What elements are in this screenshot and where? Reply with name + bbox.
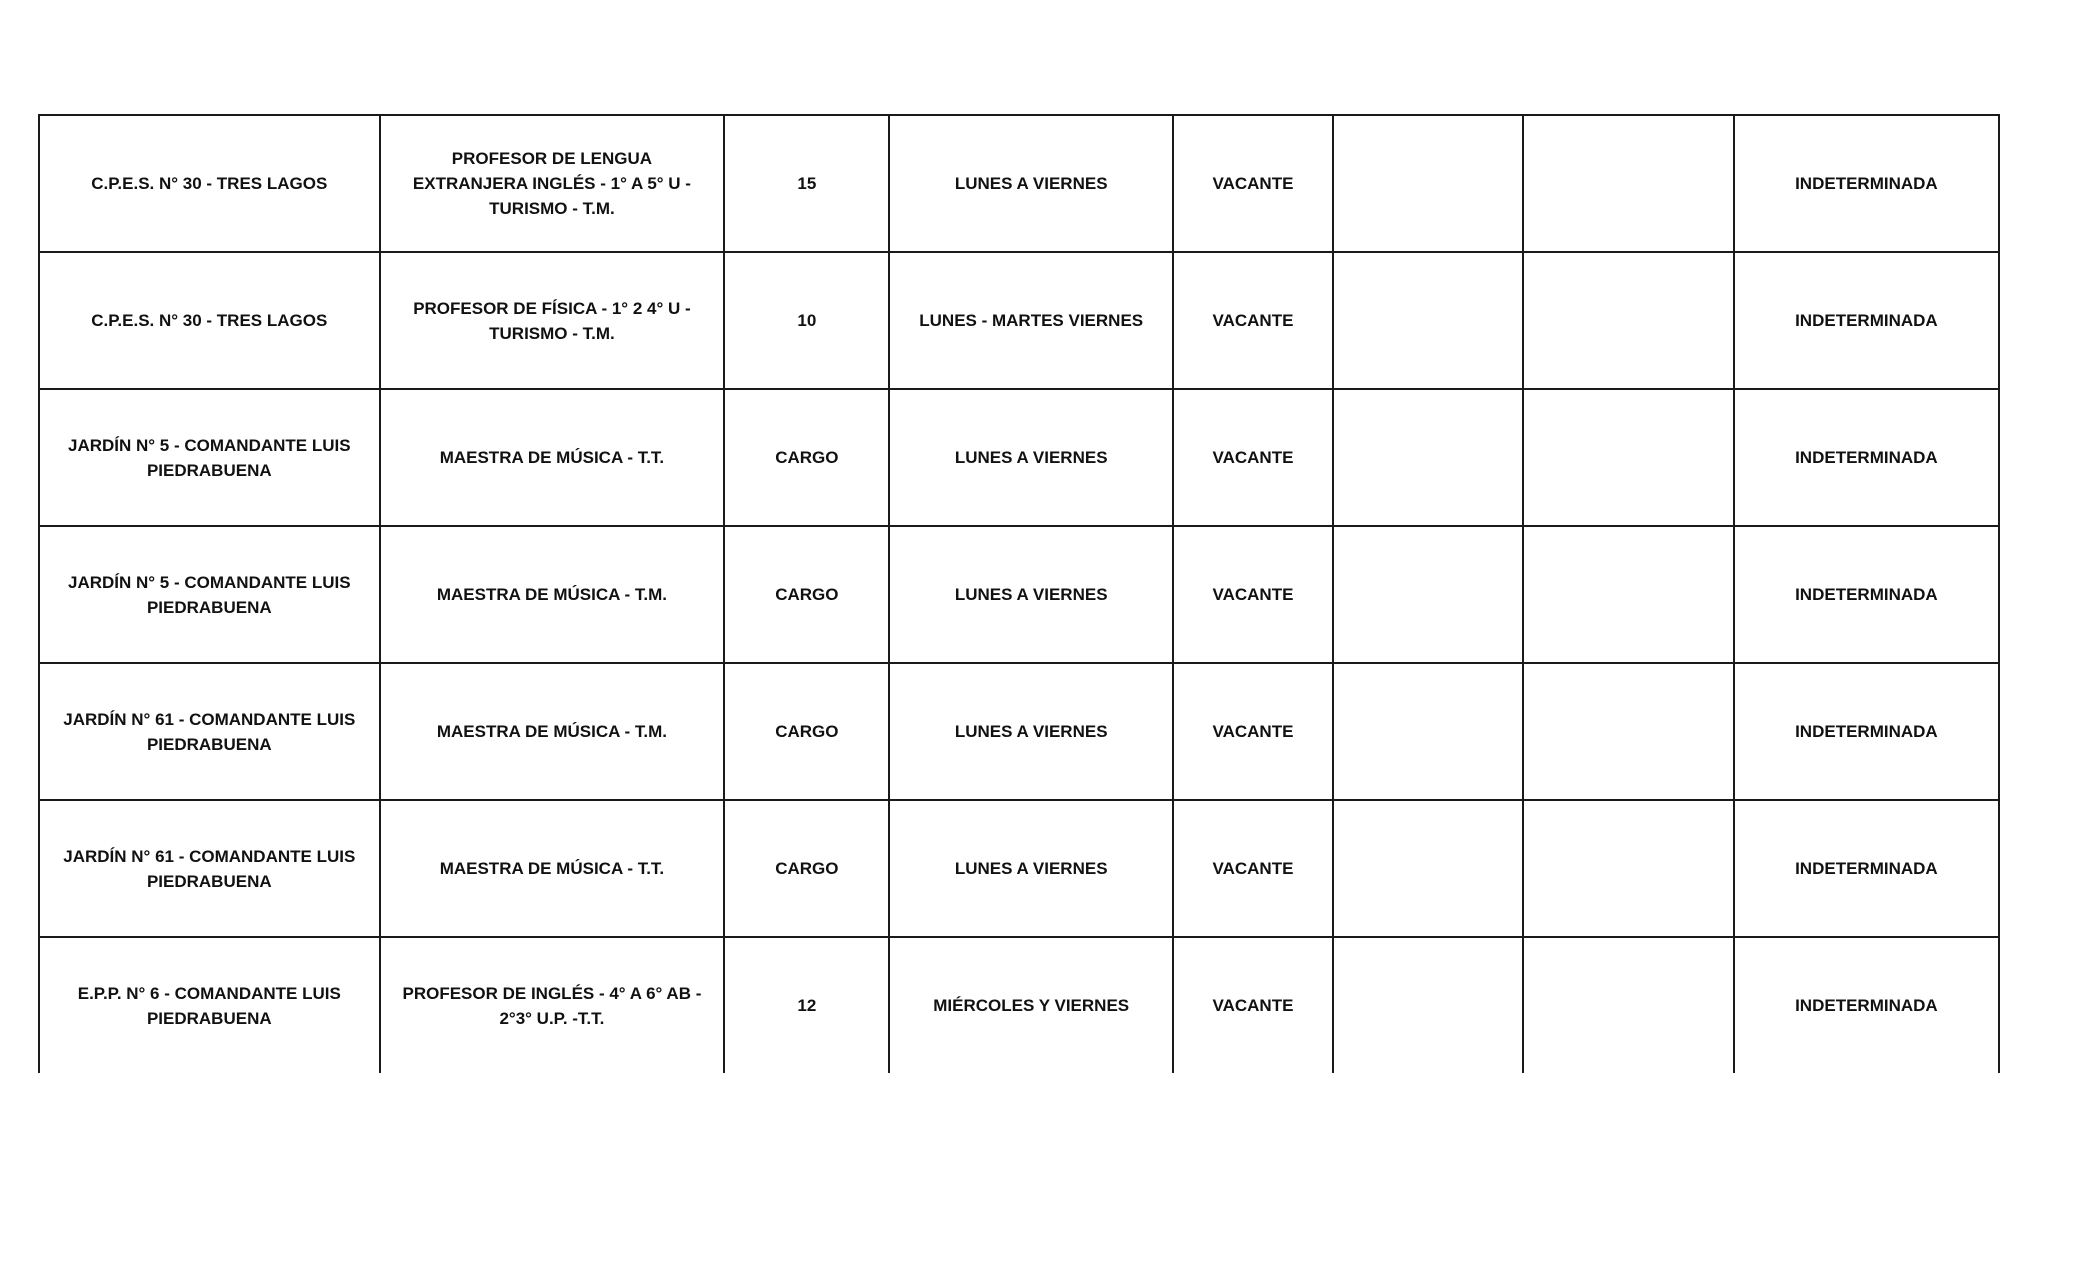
hours-cell: 15 bbox=[724, 115, 889, 252]
empty-cell bbox=[1523, 800, 1734, 937]
empty-cell bbox=[1333, 115, 1523, 252]
table-row bbox=[39, 800, 1999, 937]
status-cell: VACANTE bbox=[1173, 937, 1333, 1073]
hours-cell: 12 bbox=[724, 937, 889, 1073]
days-cell: LUNES A VIERNES bbox=[889, 115, 1172, 252]
table-row bbox=[39, 389, 1999, 526]
duration-cell: INDETERMINADA bbox=[1734, 115, 1999, 252]
school-cell: E.P.P. N° 6 - COMANDANTE LUIS PIEDRABUENA bbox=[39, 937, 380, 1073]
position-cell: PROFESOR DE FÍSICA - 1° 2 4° U - TURISMO - T.M. bbox=[380, 252, 725, 389]
empty-cell bbox=[1333, 800, 1523, 937]
position-cell: MAESTRA DE MÚSICA - T.T. bbox=[380, 389, 725, 526]
position-cell: PROFESOR DE INGLÉS - 4° A 6° AB - 2°3° U.P. -T.T. bbox=[380, 937, 725, 1073]
school-cell: JARDÍN N° 61 - COMANDANTE LUIS PIEDRABUENA bbox=[39, 663, 380, 800]
status-cell: VACANTE bbox=[1173, 115, 1333, 252]
hours-cell: 10 bbox=[724, 252, 889, 389]
duration-cell: INDETERMINADA bbox=[1734, 526, 1999, 663]
hours-cell: CARGO bbox=[724, 663, 889, 800]
hours-cell: CARGO bbox=[724, 526, 889, 663]
empty-cell bbox=[1523, 663, 1734, 800]
school-cell: C.P.E.S. N° 30 - TRES LAGOS bbox=[39, 252, 380, 389]
vacancies-table bbox=[38, 114, 2000, 1073]
status-cell: VACANTE bbox=[1173, 389, 1333, 526]
position-cell: MAESTRA DE MÚSICA - T.M. bbox=[380, 663, 725, 800]
status-cell: VACANTE bbox=[1173, 252, 1333, 389]
duration-cell: INDETERMINADA bbox=[1734, 389, 1999, 526]
position-cell: MAESTRA DE MÚSICA - T.M. bbox=[380, 526, 725, 663]
school-cell: JARDÍN N° 61 - COMANDANTE LUIS PIEDRABUENA bbox=[39, 800, 380, 937]
days-cell: LUNES A VIERNES bbox=[889, 663, 1172, 800]
position-cell: MAESTRA DE MÚSICA - T.T. bbox=[380, 800, 725, 937]
duration-cell: INDETERMINADA bbox=[1734, 663, 1999, 800]
duration-cell: INDETERMINADA bbox=[1734, 800, 1999, 937]
status-cell: VACANTE bbox=[1173, 663, 1333, 800]
days-cell: LUNES - MARTES VIERNES bbox=[889, 252, 1172, 389]
days-cell: MIÉRCOLES Y VIERNES bbox=[889, 937, 1172, 1073]
empty-cell bbox=[1333, 663, 1523, 800]
empty-cell bbox=[1333, 937, 1523, 1073]
table-row bbox=[39, 937, 1999, 1073]
school-cell: JARDÍN N° 5 - COMANDANTE LUIS PIEDRABUENA bbox=[39, 526, 380, 663]
status-cell: VACANTE bbox=[1173, 526, 1333, 663]
hours-cell: CARGO bbox=[724, 800, 889, 937]
school-cell: JARDÍN N° 5 - COMANDANTE LUIS PIEDRABUENA bbox=[39, 389, 380, 526]
days-cell: LUNES A VIERNES bbox=[889, 526, 1172, 663]
hours-cell: CARGO bbox=[724, 389, 889, 526]
duration-cell: INDETERMINADA bbox=[1734, 937, 1999, 1073]
duration-cell: INDETERMINADA bbox=[1734, 252, 1999, 389]
empty-cell bbox=[1333, 389, 1523, 526]
school-cell: C.P.E.S. N° 30 - TRES LAGOS bbox=[39, 115, 380, 252]
empty-cell bbox=[1333, 252, 1523, 389]
empty-cell bbox=[1523, 526, 1734, 663]
table-row bbox=[39, 252, 1999, 389]
position-cell: PROFESOR DE LENGUA EXTRANJERA INGLÉS - 1° A 5° U - TURISMO - T.M. bbox=[380, 115, 725, 252]
days-cell: LUNES A VIERNES bbox=[889, 389, 1172, 526]
table-row bbox=[39, 663, 1999, 800]
table-row bbox=[39, 115, 1999, 252]
empty-cell bbox=[1523, 937, 1734, 1073]
empty-cell bbox=[1333, 526, 1523, 663]
days-cell: LUNES A VIERNES bbox=[889, 800, 1172, 937]
empty-cell bbox=[1523, 389, 1734, 526]
empty-cell bbox=[1523, 115, 1734, 252]
status-cell: VACANTE bbox=[1173, 800, 1333, 937]
table-row bbox=[39, 526, 1999, 663]
empty-cell bbox=[1523, 252, 1734, 389]
